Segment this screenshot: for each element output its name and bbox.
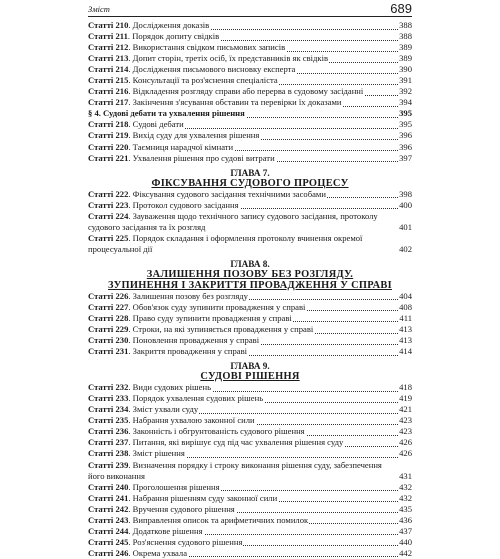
toc-entry[interactable]: Статтi 218. Судові дебати 395 — [88, 119, 412, 130]
toc-entry[interactable]: Статтi 222. Фіксування судового засідання технічними засобами 398 — [88, 188, 412, 199]
toc-entry[interactable]: Статтi 211. Порядок допиту свідків 388 — [88, 31, 412, 42]
toc-entry[interactable]: Статтi 227. Обов'язок суду зупинити провадження у справі 408 — [88, 301, 412, 312]
toc-entry[interactable]: Статтi 245. Роз'яснення судового рішення 440 — [88, 536, 412, 547]
chapter-title-line-1: ЗАЛИШЕННЯ ПОЗОВУ БЕЗ РОЗГЛЯДУ. — [146, 268, 354, 280]
toc-entry[interactable]: Статтi 239. Визначення порядку і строку виконання рішення суду, забезпечення його виконання 431 — [88, 459, 412, 481]
toc-entry[interactable]: Статтi 229. Строки, на які зупиняється провадження у справі 413 — [88, 324, 412, 335]
toc-entry[interactable]: Статтi 210. Дослідження доказів 388 — [88, 20, 412, 30]
running-head: Зміст — [88, 4, 110, 14]
toc-entry[interactable]: Статтi 238. Зміст рішення 426 — [88, 448, 412, 459]
toc-entry[interactable]: Статтi 220. Таємниця нарадчої кімнати 396 — [88, 141, 412, 152]
page-header — [88, 2, 412, 17]
toc-entry[interactable]: Статтi 234. Зміст ухвали суду 421 — [88, 404, 412, 415]
toc-entry[interactable]: Статтi 212. Використання свідком письмових записів 389 — [88, 42, 412, 53]
chapter-title: СУДОВІ РІШЕННЯ — [200, 371, 300, 383]
chapter-label: ГЛАВА 9. — [230, 361, 270, 372]
toc-entry[interactable]: Статтi 217. Закінчення з'ясування обставин та перевірки їх доказами 394 — [88, 97, 412, 108]
toc-entry[interactable]: Статтi 240. Проголошення рішення 432 — [88, 481, 412, 492]
toc-entry[interactable]: Статтi 214. Дослідження письмового висновку експерта 390 — [88, 64, 412, 75]
toc-entry[interactable]: Статтi 241. Набрання рішенням суду законної сили 432 — [88, 492, 412, 503]
toc-entry[interactable]: Статтi 224. Зауваження щодо технічного запису судового засідання, протоколу судового засідання та їх розгляд 401 — [88, 210, 412, 232]
toc-entry[interactable]: Статтi 235. Набрання ухвалою законної сили 423 — [88, 415, 412, 426]
toc-entry[interactable]: Статтi 237. Питання, які вирішує суд під час ухвалення рішення суду 426 — [88, 437, 412, 448]
toc-entry[interactable]: Статтi 225. Порядок складання і оформлення протоколу вчинення окремої процесуальної дії 402 — [88, 232, 412, 254]
toc-entry[interactable]: Статтi 213. Допит сторін, третіх осіб, їх представників як свідків 389 — [88, 53, 412, 64]
chapter-title: ФІКСУВАННЯ СУДОВОГО ПРОЦЕСУ — [151, 177, 349, 189]
toc-entry[interactable]: Статтi 221. Ухвалення рішення про судові витрати 397 — [88, 152, 412, 163]
toc-entry[interactable]: Статтi 216. Відкладення розгляду справи або перерва в судовому засіданні 392 — [88, 86, 412, 97]
toc-entry[interactable]: Статтi 226. Залишення позову без розгляду 404 — [88, 290, 412, 301]
toc-entry[interactable]: Статтi 243. Виправлення описок та арифметичних помилок 436 — [88, 514, 412, 525]
toc-entry[interactable]: Статтi 223. Протокол судового засідання 400 — [88, 199, 412, 210]
toc-entry[interactable]: Статтi 232. Види судових рішень 418 — [88, 382, 412, 393]
chapter-label: ГЛАВА 7. — [230, 167, 270, 178]
page-number: 689 — [390, 1, 412, 16]
chapter-label: ГЛАВА 8. — [230, 258, 270, 269]
toc-entry[interactable]: Статтi 230. Поновлення провадження у справі 413 — [88, 335, 412, 346]
toc-entry[interactable]: Статтi 236. Законність і обгрунтованість судового рішення 423 — [88, 426, 412, 437]
toc-entry[interactable]: Статтi 242. Вручення судового рішення 435 — [88, 503, 412, 514]
toc-section-entry[interactable]: § 4. Судові дебати та ухвалення рішення 395 — [88, 108, 412, 119]
toc-entry[interactable]: Статтi 244. Додаткове рішення 437 — [88, 525, 412, 536]
toc-entry[interactable]: Статтi 233. Порядок ухвалення судових рішень 419 — [88, 393, 412, 404]
toc-entry[interactable]: Статтi 231. Закриття провадження у справі 414 — [88, 346, 412, 357]
table-of-contents — [88, 20, 412, 559]
toc-entry[interactable]: Статтi 219. Вихід суду для ухвалення рішення 396 — [88, 130, 412, 141]
toc-entry[interactable]: Статтi 228. Право суду зупинити провадження у справі 411 — [88, 312, 412, 323]
toc-entry[interactable]: Статтi 246. Окрема ухвала 442 — [88, 547, 412, 558]
chapter-title-line-2: ЗУПИНЕННЯ І ЗАКРИТТЯ ПРОВАДЖЕННЯ У СПРАВІ — [108, 279, 392, 291]
toc-entry[interactable]: Статтi 215. Консультації та роз'яснення спеціаліста 391 — [88, 75, 412, 86]
